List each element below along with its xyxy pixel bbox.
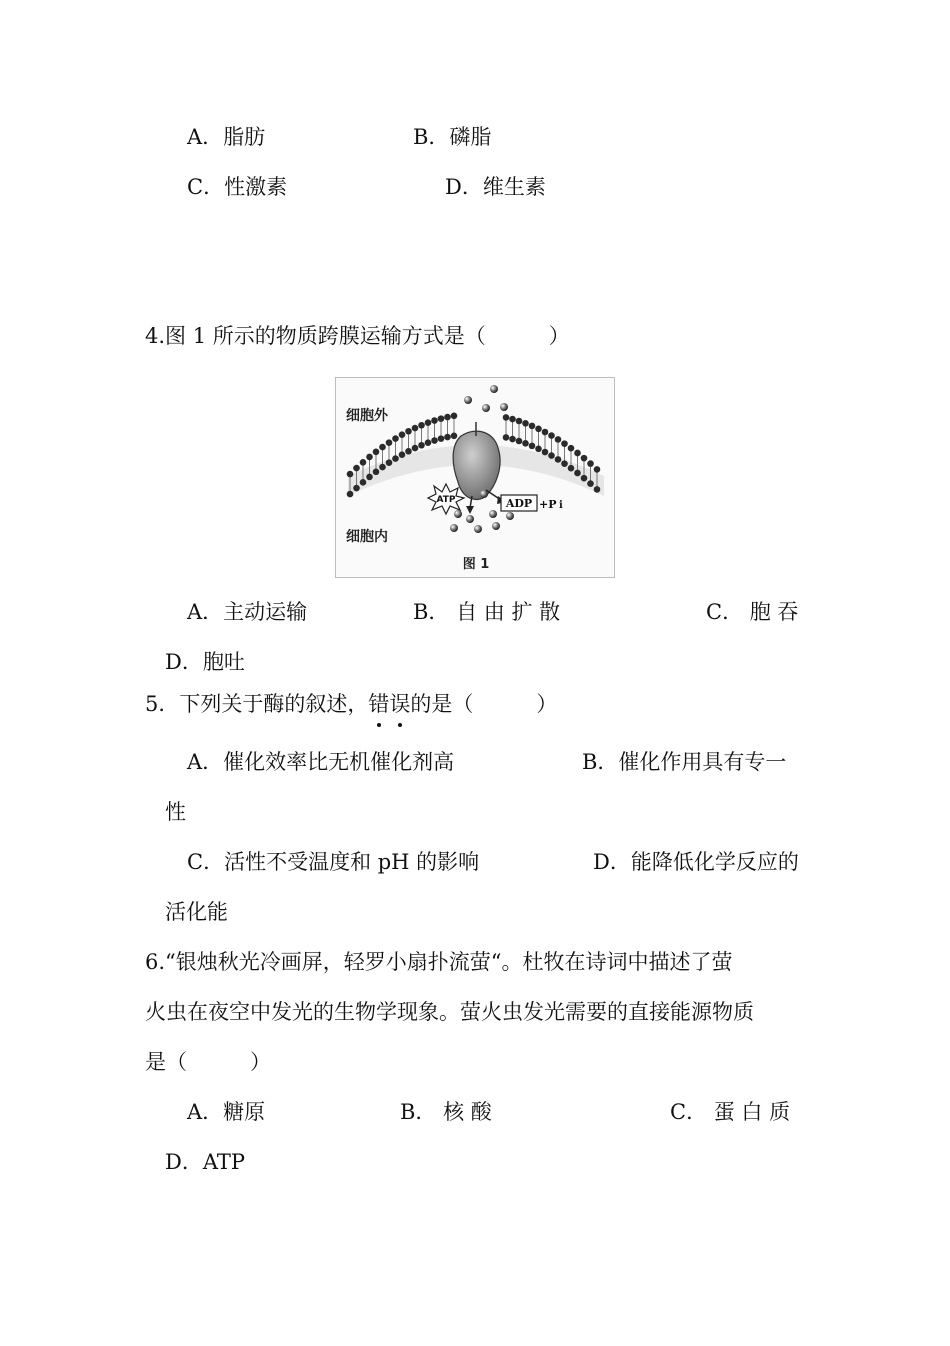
q6-option-d: D．ATP <box>165 1150 245 1174</box>
pi-symbol: i <box>559 500 563 511</box>
q5-option-d: D．能降低化学反应的 <box>593 850 799 874</box>
q4-option-d: D．胞吐 <box>165 650 245 674</box>
q5-option-d-continued: 活化能 <box>165 900 228 924</box>
q6-option-b: B． 核 酸 <box>400 1100 492 1124</box>
q3-option-d: D．维生素 <box>445 175 546 199</box>
figure-caption: 图 1 <box>462 557 490 572</box>
membrane-transport-figure <box>335 377 615 578</box>
adp-label: ADP <box>505 497 533 510</box>
q4-option-c: C． 胞 吞 <box>706 600 799 624</box>
q6-stem-line3: 是（ ） <box>145 1050 271 1074</box>
q4-option-b: B． 自 由 扩 散 <box>413 600 561 624</box>
q5-option-a: A．催化效率比无机催化剂高 <box>187 750 455 774</box>
q6-option-a: A．糖原 <box>187 1100 266 1124</box>
q3-option-a: A．脂肪 <box>187 125 266 149</box>
q5-stem: 5．下列关于酶的叙述，错误的是（ ） <box>145 692 558 716</box>
q4-option-a: A．主动运输 <box>187 600 308 624</box>
q6-stem-line2: 火虫在夜空中发光的生物学现象。萤火虫发光需要的直接能源物质 <box>145 1000 754 1024</box>
pi-label: +P <box>539 498 557 511</box>
q3-option-b: B．磷脂 <box>413 125 492 149</box>
atp-label: ATP <box>436 495 456 505</box>
q6-stem-line1: 6.“银烛秋光冷画屏，轻罗小扇扑流萤“。杜牧在诗词中描述了萤 <box>145 950 733 974</box>
emphasis-char: 错 <box>368 692 390 716</box>
q4-stem: 4.图 1 所示的物质跨膜运输方式是（ ） <box>145 324 570 348</box>
q3-option-c: C．性激素 <box>187 175 288 199</box>
inside-label: 细胞内 <box>346 529 388 545</box>
q6-option-c: C． 蛋 白 质 <box>670 1100 791 1124</box>
q5-option-b: B．催化作用具有专一 <box>582 750 787 774</box>
q5-option-c: C．活性不受温度和 pH 的影响 <box>187 850 480 874</box>
emphasis-char: 误 <box>389 692 411 716</box>
q5-option-b-continued: 性 <box>165 800 186 824</box>
outside-label: 细胞外 <box>346 408 388 424</box>
